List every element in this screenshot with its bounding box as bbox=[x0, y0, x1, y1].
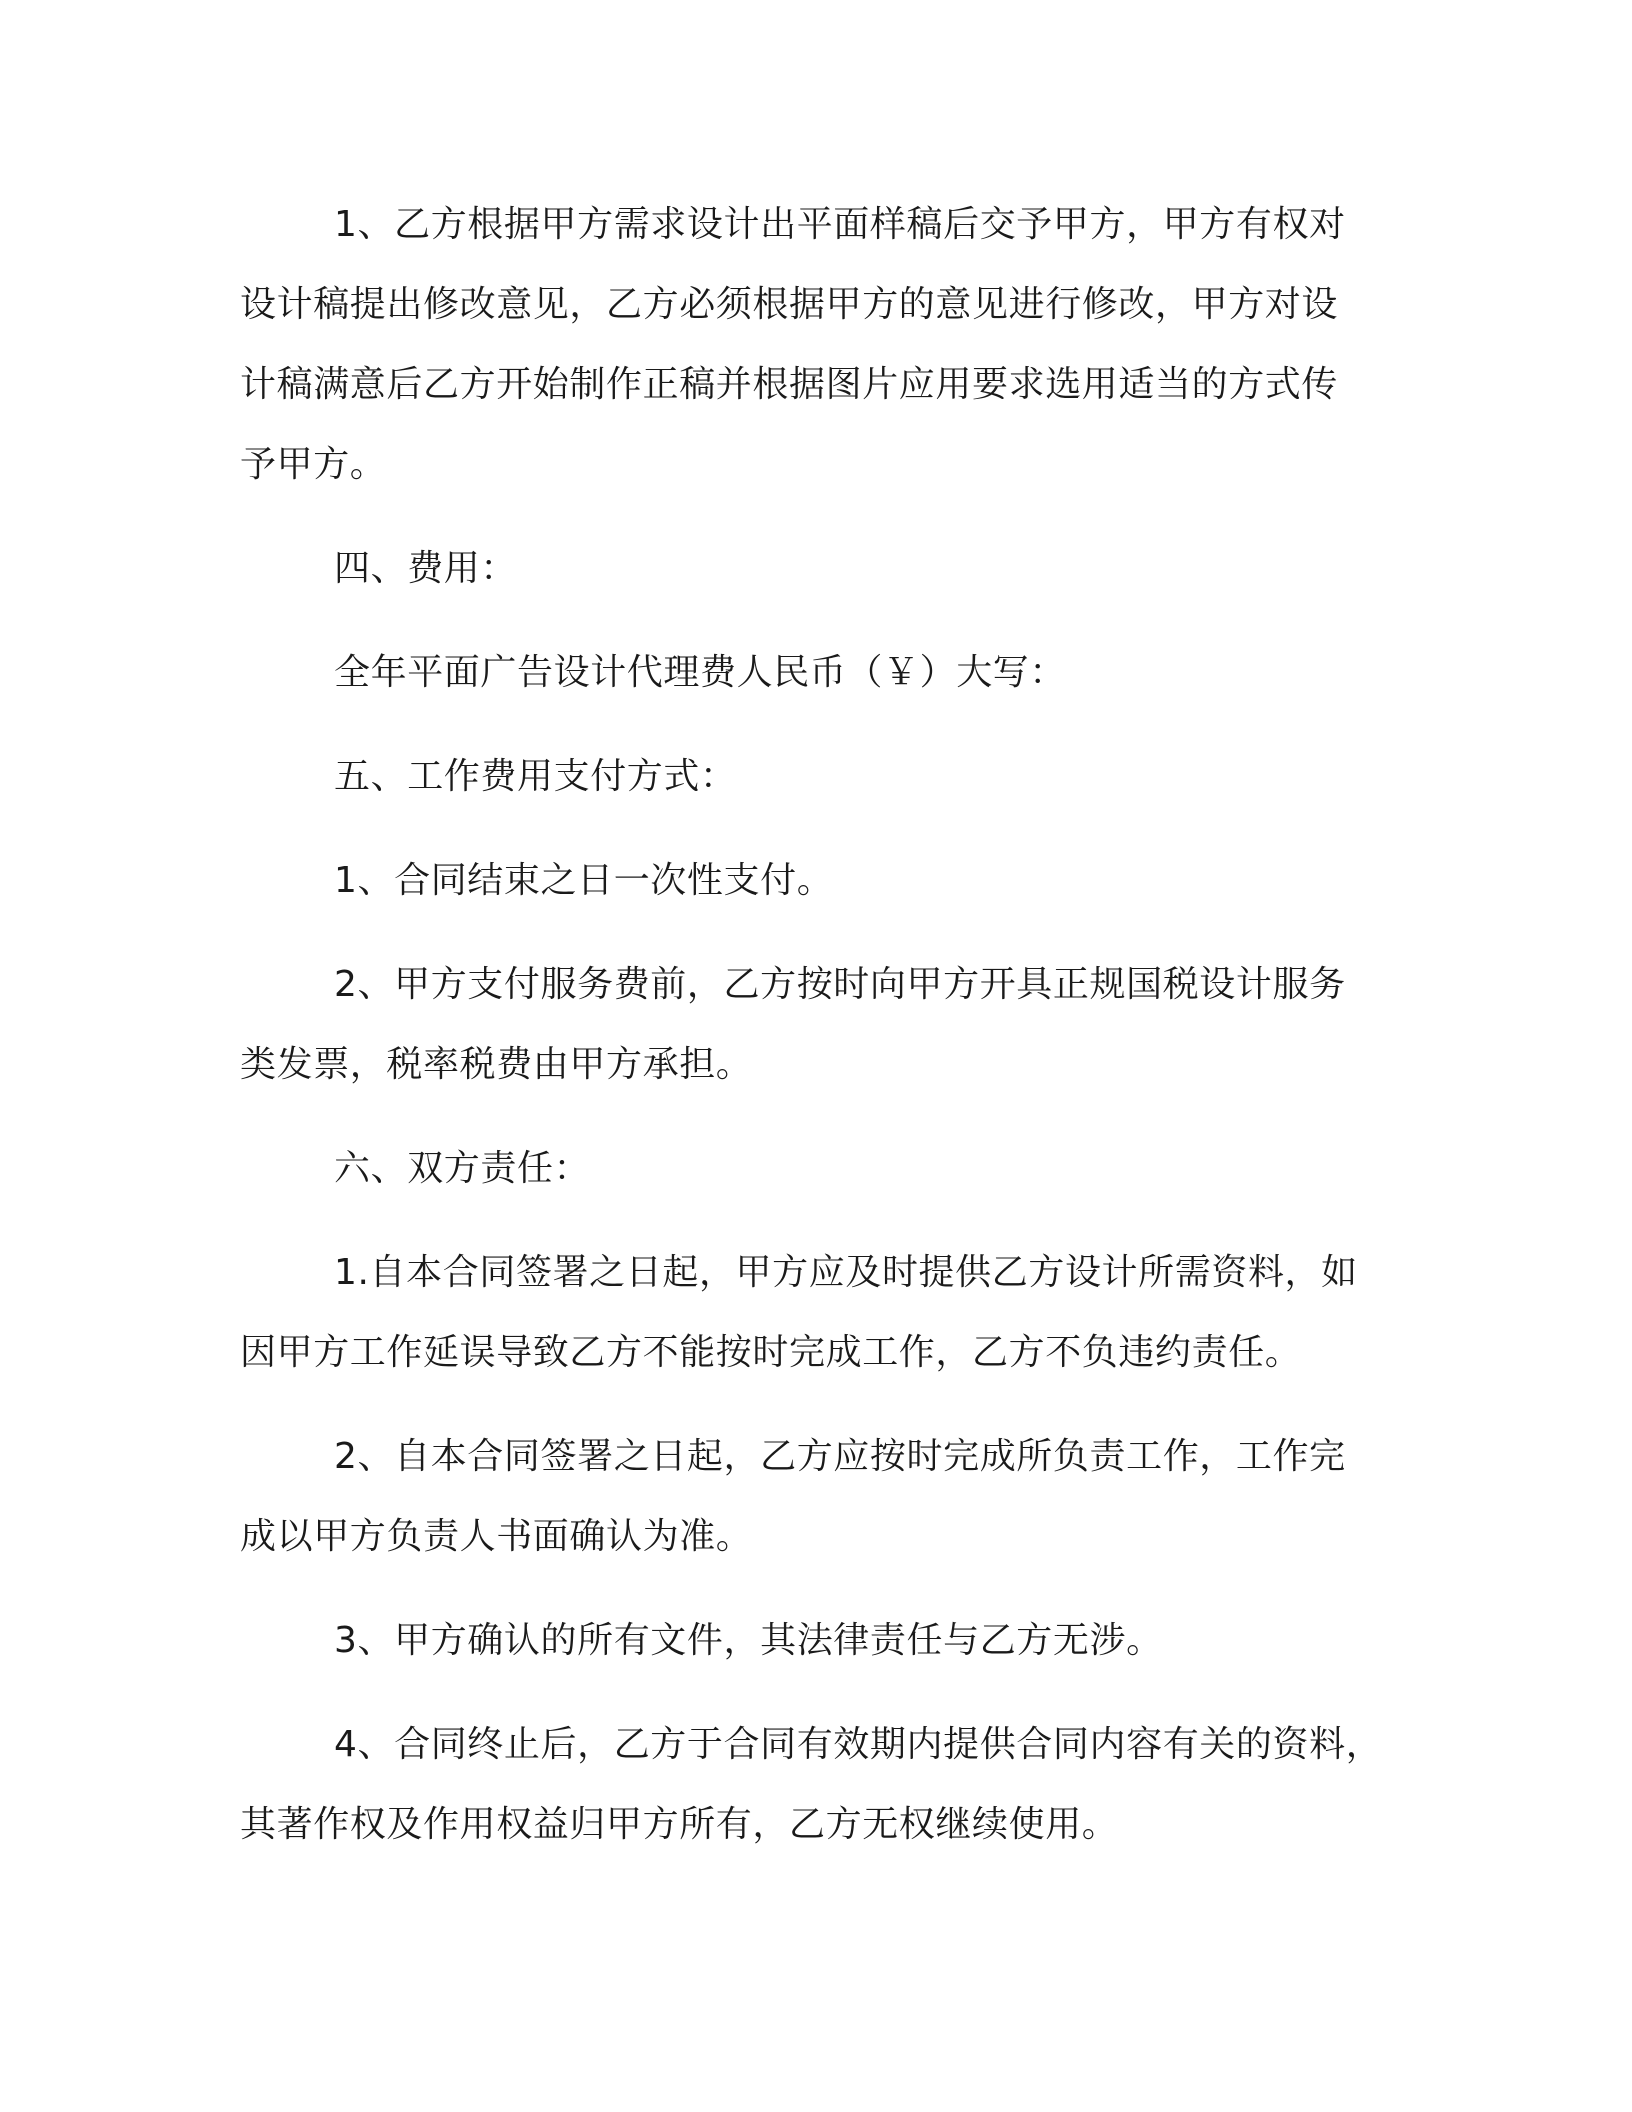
text-line: 1、合同结束之日一次性支付。 bbox=[334, 860, 834, 901]
section-heading-responsibilities bbox=[240, 1129, 1380, 1209]
paragraph-annual-fee bbox=[240, 633, 1380, 713]
text-line: 4、合同终止后，乙方于合同有效期内提供合同内容有关的资料， bbox=[334, 1724, 1383, 1765]
text-line: 类发票，税率税费由甲方承担。 bbox=[240, 1044, 753, 1085]
paragraph-payment-1 bbox=[240, 841, 1380, 921]
paragraph-responsibility-4 bbox=[240, 1705, 1383, 1865]
text-line: 计稿满意后乙方开始制作正稿并根据图片应用要求选用适当的方式传 bbox=[240, 364, 1339, 405]
paragraph-design-process bbox=[240, 185, 1380, 505]
text-line: 其著作权及作用权益归甲方所有，乙方无权继续使用。 bbox=[240, 1804, 1119, 1845]
text-line: 1.自本合同签署之日起，甲方应及时提供乙方设计所需资料，如 bbox=[334, 1252, 1358, 1293]
text-line: 设计稿提出修改意见，乙方必须根据甲方的意见进行修改，甲方对设 bbox=[240, 284, 1339, 325]
text-line: 3、甲方确认的所有文件，其法律责任与乙方无涉。 bbox=[334, 1620, 1163, 1661]
text-line: 四、费用： bbox=[334, 548, 518, 589]
text-line: 因甲方工作延误导致乙方不能按时完成工作，乙方不负违约责任。 bbox=[240, 1332, 1302, 1373]
text-line: 全年平面广告设计代理费人民币（￥）大写： bbox=[334, 652, 1067, 693]
paragraph-payment-2 bbox=[240, 945, 1380, 1105]
section-heading-payment bbox=[240, 737, 1380, 817]
text-line: 五、工作费用支付方式： bbox=[334, 756, 737, 797]
text-line: 2、自本合同签署之日起，乙方应按时完成所负责工作，工作完 bbox=[334, 1436, 1346, 1477]
paragraph-responsibility-1 bbox=[240, 1233, 1380, 1393]
text-line: 六、双方责任： bbox=[334, 1148, 591, 1189]
text-line: 2、甲方支付服务费前，乙方按时向甲方开具正规国税设计服务 bbox=[334, 964, 1346, 1005]
text-line: 1、乙方根据甲方需求设计出平面样稿后交予甲方，甲方有权对 bbox=[334, 204, 1346, 245]
paragraph-responsibility-3 bbox=[240, 1601, 1380, 1681]
paragraph-responsibility-2 bbox=[240, 1417, 1380, 1577]
document-body bbox=[240, 185, 1383, 1865]
text-line: 予甲方。 bbox=[240, 444, 387, 485]
section-heading-fees bbox=[240, 529, 1380, 609]
text-line: 成以甲方负责人书面确认为准。 bbox=[240, 1516, 753, 1557]
